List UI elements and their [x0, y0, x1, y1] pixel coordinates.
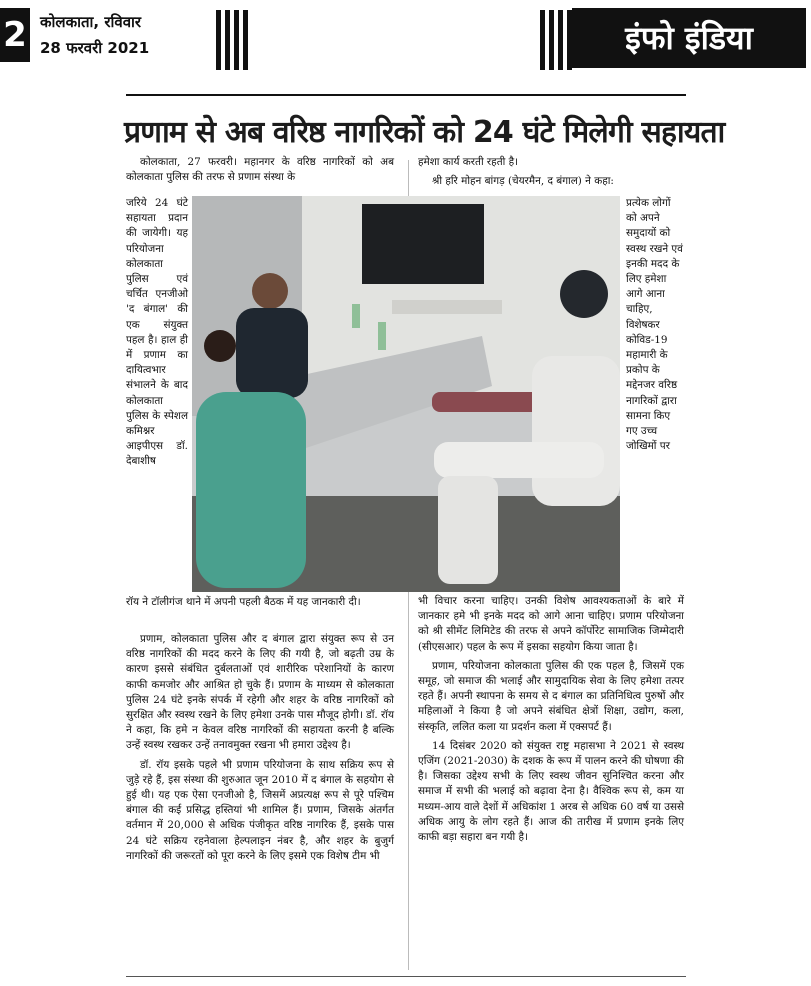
column-one [126, 632, 394, 868]
masthead: इंफो इंडिया [572, 8, 806, 68]
top-rule [126, 94, 686, 96]
col2-paragraph-2: प्रणाम, परियोजना कोलकाता पुलिस की एक पहल है, जिसमें एक समूह, जो समाज की भलाई और सामुदायिक सेवा के लिए हमेशा तत्पर रहते हैं। अपनी स्थापना के समय से द बंगाल का प्रतिनिधित्व पुरुषों और महिलाओं ने किया है जो अपने संबंधित क्षेत्रों शिक्षा, उद्योग, कला, संस्कृति, ललित कला या प्रदर्शन कला में एक्सपर्ट हैं। [418, 659, 684, 733]
lead-tail [126, 595, 394, 614]
quote-intro: श्री हरि मोहन बांगड़ (चेयरमैन, द बंगाल) ने कहा: [432, 175, 614, 188]
bottom-rule [126, 976, 686, 977]
meeting-photo-illustration [192, 196, 620, 592]
col1-paragraph-2: डॉ. रॉय इसके पहले भी प्रणाम परियोजना के साथ सक्रिय रूप से जुड़े रहे हैं, इस संस्था की शुरुआत जून 2010 में द बंगाल के सहयोग से हुई थी। यह एक ऐसा एनजीओ है, जिसमें अप्रत्यक्ष रूप से पूरे पश्चिम बंगाल की कई प्रसिद्ध हस्तियां भी शामिल हैं। प्रणाम, जिसके अंतर्गत वर्तमान में 20,000 से अधिक पंजीकृत वरिष्ठ नागरिक हैं, इसके पास 24 घंटे सक्रिय रहनेवाला हेल्पलाइन नंबर है, और शहर के बुजुर्ग नागरिकों की जरूरतों को पूरा करने के लिए इसमे एक विशेष टीम भी [126, 758, 394, 862]
article-headline: प्रणाम से अब वरिष्ठ नागरिकों को 24 घंटे मिलेगी सहायता [124, 115, 725, 150]
col2-paragraph-1: भी विचार करना चाहिए। उनकी विशेष आवश्यकताओं के बारे में जानकार हमे भी इनके मदद को आगे आना चाहिए। प्रणाम परियोजना को श्री सीमेंट लिमिटेड की तरफ से अपने कॉर्पोरेट सामाजिक जिम्मेदारी (सीएसआर) पहल के रूप में इसका सहयोग किया जाता है। [418, 595, 684, 653]
dateline-city-day: कोलकाता, रविवार [40, 13, 142, 31]
col2-top-line: हमेशा कार्य करती रहती है। [418, 156, 519, 168]
column-two-top [418, 155, 684, 193]
page-number: 2 [0, 8, 30, 62]
quote-narrow-column: प्रत्येक लोगों को अपने समुदायों को स्वस्थ रखने एवं इनकी मदद के लिए हमेशा आगे आना चाहिए, विशेषकर कोविड-19 महामारी के प्रकोप के मद्देनजर वरिष्ठ नागरिकों द्वारा सामना किए गए उच्च जोखिमों पर [626, 197, 683, 453]
col1-paragraph-1: प्रणाम, कोलकाता पुलिस और द बंगाल द्वारा संयुक्त रूप से उन वरिष्ठ नागरिकों की मदद करने के लिए की गयी है, जो बढ़ती उम्र के कारण इससे संबंधित दुर्बलताओं एवं शारीरिक परेशानियों के कारण काफी कमजोर और आश्रित हो चुके हैं। प्रणाम के माध्यम से कोलकाता पुलिस 24 घंटे इनके संपर्क में रहेगी और शहर के वरिष्ठ नागरिकों को सुरक्षित और स्वस्थ रखने के लिए हमेशा उनके पास मौजूद होगी। डॉ. रॉय ने कहा, कि हमे न केवल वरिष्ठ नागरिकों की सहायता करनी है बल्कि उन्हें स्वस्थ रखकर उन्हें तनावमुक्त रखना भी हमारा उद्देश्य है। [126, 633, 395, 752]
lead-tail-paragraph: रॉय ने टॉलीगंज थाने में अपनी पहली बैठक में यह जानकारी दी। [126, 596, 361, 608]
article-lead [126, 155, 394, 189]
decorative-bars-right [540, 10, 572, 70]
lead-narrow-column: जरिये 24 घंटे सहायता प्रदान की जायेगी। यह परियोजना कोलकाता पुलिस एवं चर्चित एनजीओ 'द बंगाल' की एक संयुक्त पहल है। हाल ही में प्रणाम का दायित्वभार संभालने के बाद कोलकाता पुलिस के स्पेशल कमिश्नर आइपीएस डॉ. देबाशीष [126, 197, 188, 468]
dateline-date: 28 फरवरी 2021 [40, 39, 150, 57]
col2-paragraph-3: 14 दिसंबर 2020 को संयुक्त राष्ट्र महासभा ने 2021 से स्वस्थ एजिंग (2021-2030) के दशक के रूप में पालन करने की घोषणा की है। जिसका उद्देश्य सभी के लिए स्वस्थ जीवन सुनिश्चित करना और समाज में सभी की भलाई को बढ़ावा देना है। वैश्विक रूप से, कम या मध्यम-आय वाले देशों में अधिकांश 1 अरब से अधिक 60 वर्ष या उससे अधिक आयु के लोग रहते हैं। आज की तारीख में प्रणाम इनके लिए काफी बड़ा सहारा बन गयी है। [418, 739, 684, 844]
decorative-bars-left [216, 10, 248, 70]
meeting-photo [192, 196, 620, 592]
column-two [418, 594, 684, 849]
lead-paragraph: कोलकाता, 27 फरवरी। महानगर के वरिष्ठ नागरिकों को अब कोलकाता पुलिस की तरफ से प्रणाम संस्था के [126, 156, 394, 184]
